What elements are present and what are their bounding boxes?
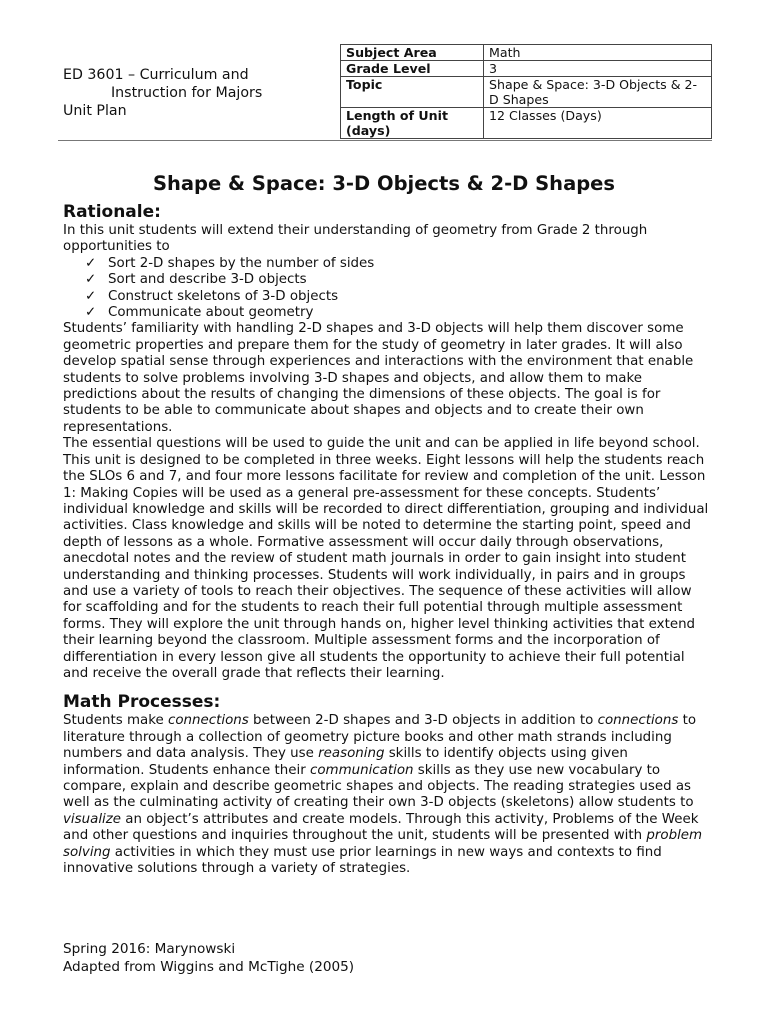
document-body [63, 202, 713, 877]
check-icon: ✓ [85, 255, 97, 271]
list-item [85, 305, 713, 321]
course-title-line1: ED 3601 – Curriculum and [63, 67, 249, 83]
emphasis-connections: connections [167, 713, 249, 729]
unit-info-table [340, 44, 712, 139]
grade-level-key: Grade Level [341, 61, 484, 77]
text-run: an object’s attributes and create models. Through this activity, Problems of the Week and other questions and inquiries throughout the unit, students will be presented with [63, 811, 699, 844]
course-title-line2: Instruction for Majors [111, 85, 263, 101]
footer-author: Spring 2016: Marynowski [63, 941, 236, 957]
topic-key: Topic [341, 77, 484, 108]
math-processes-paragraph [63, 713, 713, 877]
emphasis-visualize: visualize [63, 811, 122, 827]
footer-attribution: Adapted from Wiggins and McTighe (2005) [63, 959, 355, 975]
list-item [85, 256, 713, 272]
check-icon: ✓ [85, 288, 97, 304]
text-run: to literature through a collection of geometry picture books and other math strands including numbers and data analysis. They use [63, 713, 697, 762]
text-run: skills as they use new vocabulary to compare, explain and describe geometric shapes and objects. The reading strategies used as well as the culminating activity of creating their own 3-D objects (skeletons) allow students to [63, 762, 694, 811]
course-header [63, 66, 262, 120]
rationale-paragraph-1: Students’ familiarity with handling 2-D shapes and 3-D objects will help them discover some geometric properties and prepare them for the study of geometry in later grades. It will also develop spatial sense through experiences and interactions with the environment that enable students to solve problems involving 3-D shapes and objects, and allow them to make predictions about the results of changing the dimensions of these objects. The goal is for students to be able to communicate about shapes and objects and to create their own representations. [63, 321, 694, 435]
check-icon: ✓ [85, 272, 97, 288]
objectives-list [63, 256, 713, 322]
rationale-heading: Rationale: [63, 202, 161, 222]
page-title: Shape & Space: 3-D Objects & 2-D Shapes [152, 172, 616, 195]
rationale-paragraph-2: The essential questions will be used to guide the unit and can be applied in life beyond school. This unit is designed to be completed in three weeks. Eight lessons will help the students reach the SLOs 6 and 7, and four more lessons facilitate for review and completion of the unit. Lesson 1: Making Copies will be used as a general pre-assessment for these concepts. Students’ individual knowledge and skills will be recorded to direct differentiation, grouping and individual activities. Class knowledge and skills will be noted to determine the starting point, speed and depth of lessons as a whole. Formative assessment will occur daily through observations, anecdotal notes and the review of student math journals in order to gain insight into student understanding and thinking processes. Students will work individually, in pairs and in groups and use a variety of tools to reach their objectives. The sequence of these activities will allow for scaffolding and for the students to reach their full potential through multiple assessment forms. They will explore the unit through hands on, higher level thinking activities that extend their learning beyond the classroom. Multiple assessment forms and the incorporation of differentiation in every lesson give all students the opportunity to achieve their full potential and receive the overall grade that reflects their learning. [63, 436, 709, 681]
table-row [341, 77, 712, 108]
topic-value: Shape & Space: 3-D Objects & 2-D Shapes [484, 77, 712, 108]
list-item [85, 272, 713, 288]
math-processes-heading: Math Processes: [63, 692, 221, 713]
check-icon: ✓ [85, 305, 97, 321]
table-row [341, 45, 712, 61]
grade-level-value: 3 [484, 61, 712, 77]
rationale-intro: In this unit students will extend their understanding of geometry from Grade 2 through opportunities to [63, 223, 648, 255]
section-gap [63, 682, 713, 692]
objective-text: Sort and describe 3-D objects [108, 272, 307, 288]
emphasis-communication: communication [309, 762, 414, 778]
text-run: activities in which they must use prior learnings in new ways and contexts to find innovative solutions through a variety of strategies. [63, 844, 662, 877]
document-footer [63, 940, 354, 976]
text-run: skills to identify objects using given information. Students enhance their [63, 746, 628, 778]
unit-plan-label: Unit Plan [63, 103, 127, 119]
emphasis-connections: connections [597, 713, 679, 729]
emphasis-reasoning: reasoning [318, 746, 385, 762]
objective-text: Communicate about geometry [108, 305, 314, 321]
subject-area-value: Math [484, 45, 712, 61]
objective-text: Sort 2-D shapes by the number of sides [108, 255, 375, 271]
length-of-unit-value: 12 Classes (Days) [484, 108, 712, 139]
subject-area-key: Subject Area [341, 45, 484, 61]
header-divider [58, 140, 712, 141]
table-row [341, 108, 712, 139]
text-run: between 2-D shapes and 3-D objects in addition to [248, 713, 598, 729]
emphasis-problem-solving: problem solving [63, 828, 703, 860]
list-item [85, 289, 713, 305]
length-of-unit-key: Length of Unit (days) [341, 108, 484, 139]
text-run: Students make [63, 713, 168, 729]
objective-text: Construct skeletons of 3-D objects [108, 288, 339, 304]
table-row [341, 61, 712, 77]
